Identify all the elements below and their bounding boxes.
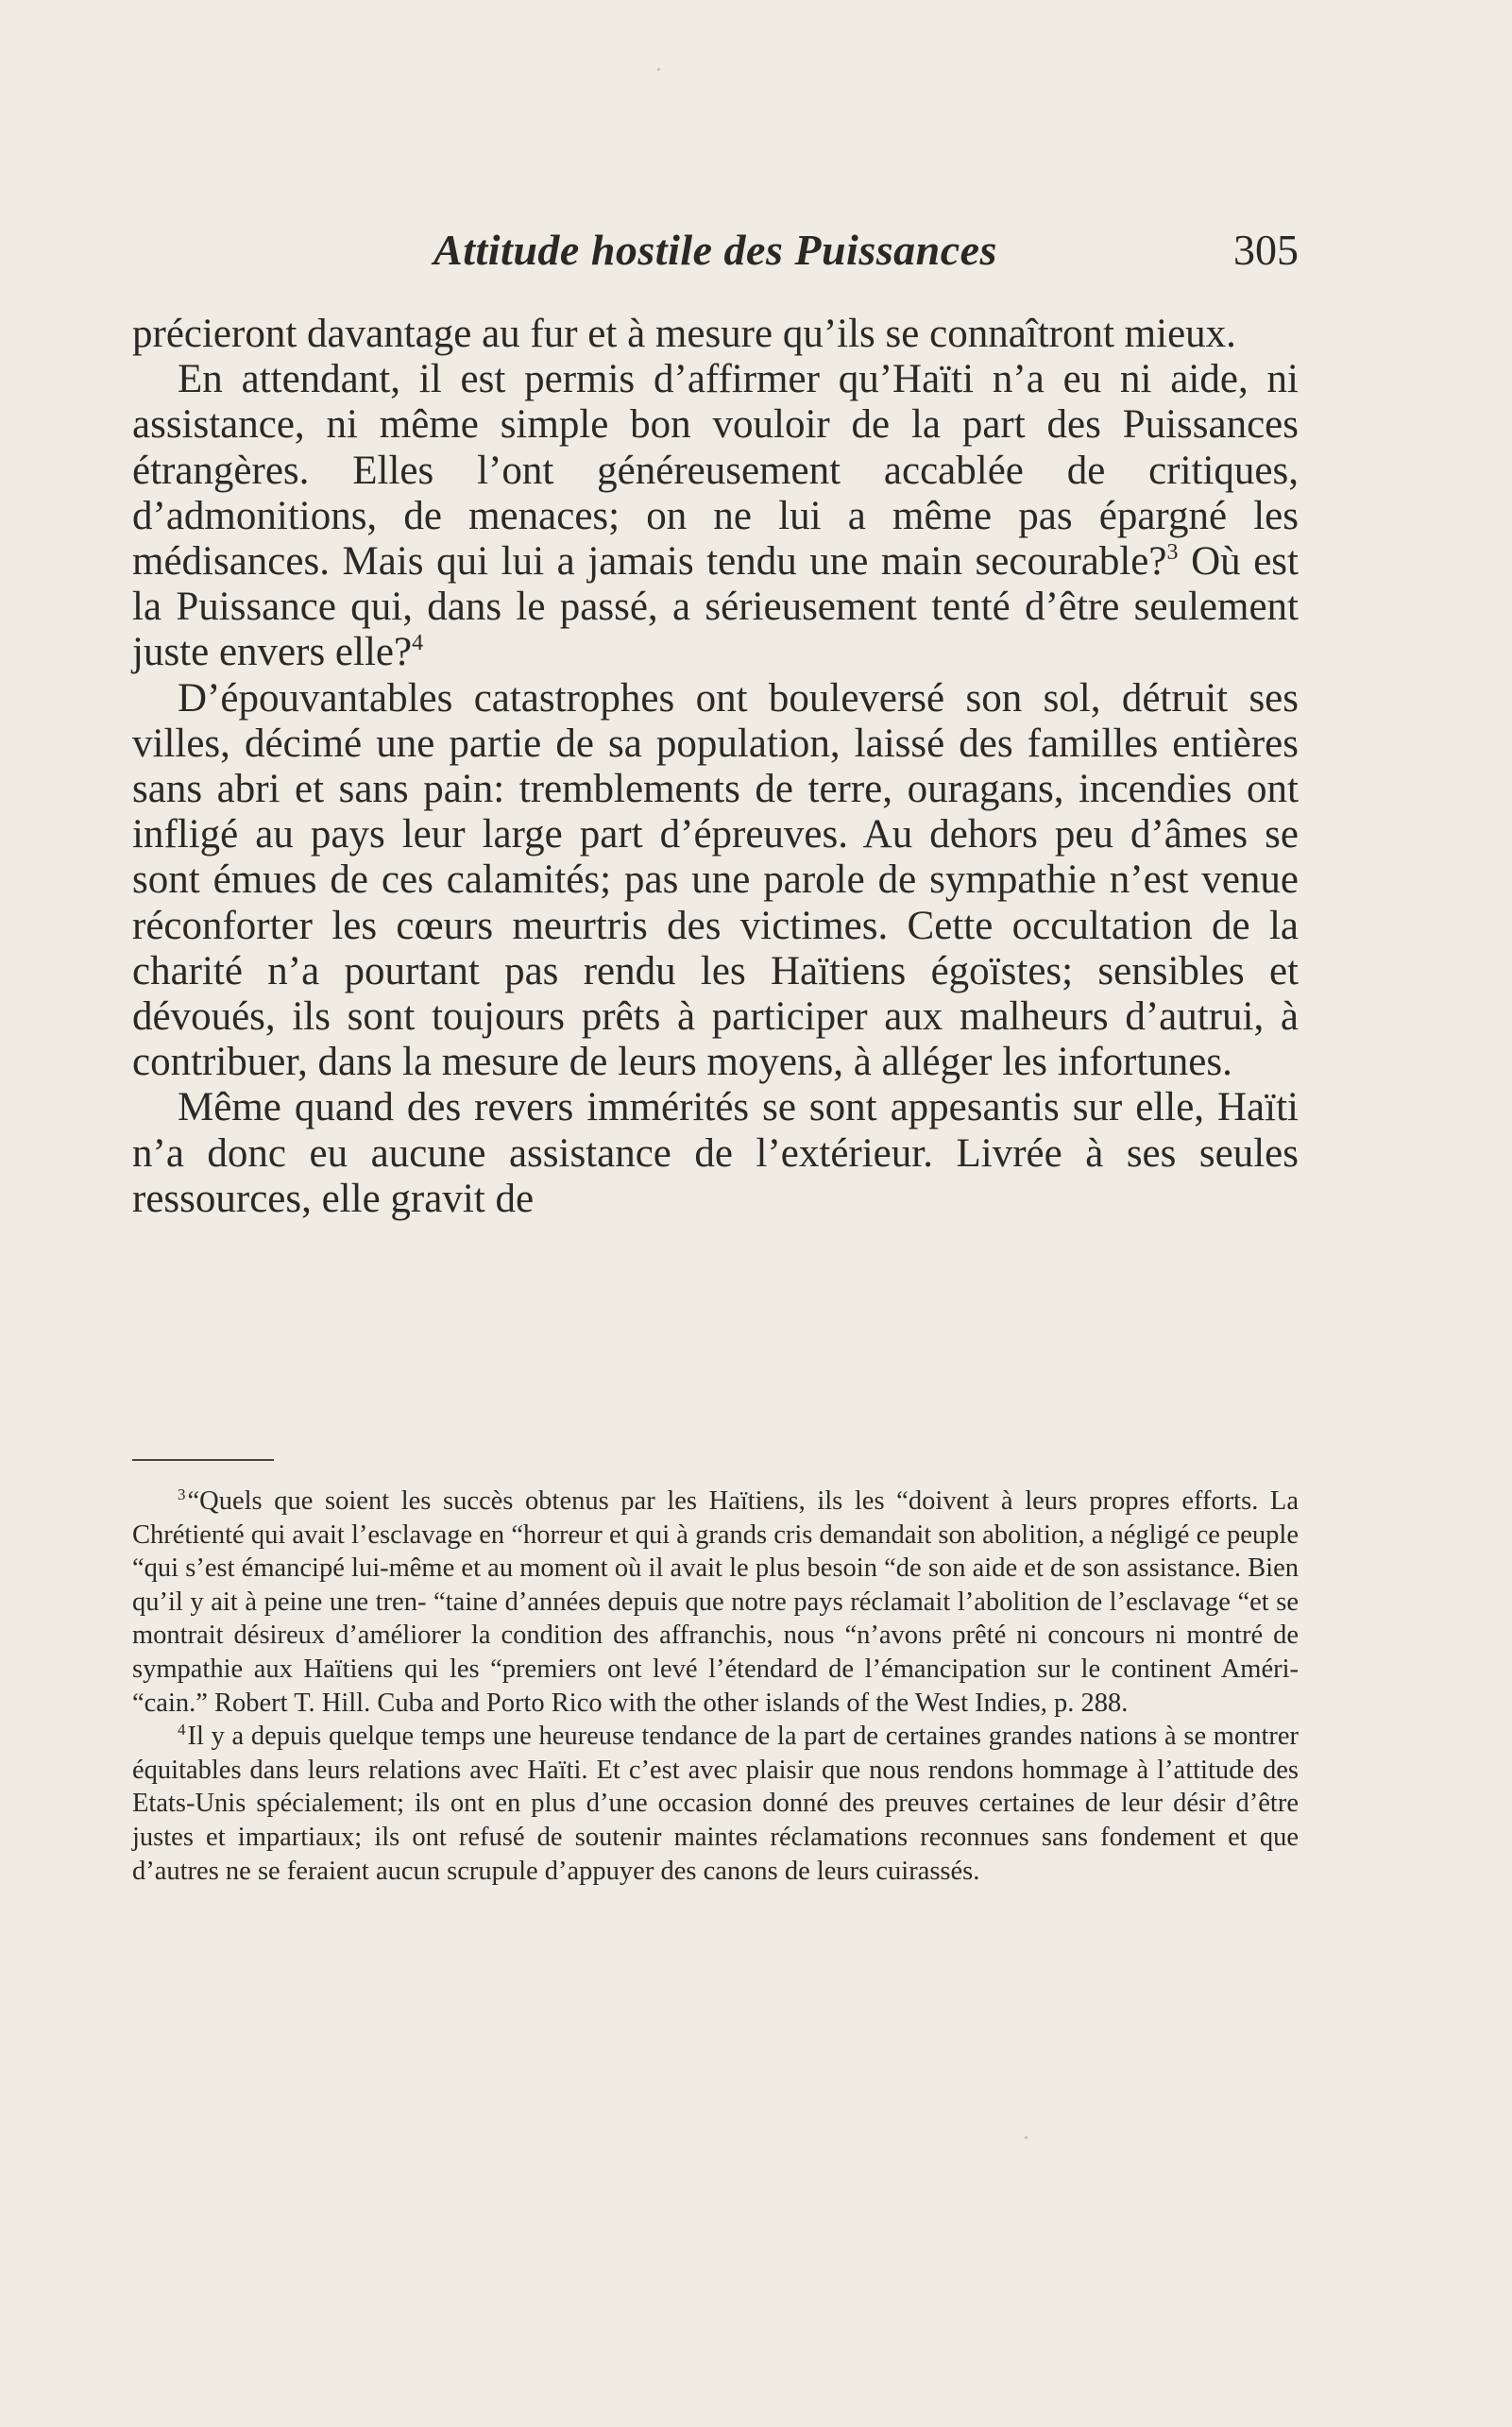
paragraph <box>132 312 1299 357</box>
paragraph <box>132 357 1299 675</box>
paragraph-text: Où est la Puissance qui, dans le passé, a sérieusement tenté d’être seulement juste envers elle? <box>132 539 1299 675</box>
footnote-3 <box>132 1485 1299 1720</box>
running-title: Attitude hostile des Puissances <box>433 226 997 274</box>
paper-speck <box>1025 2136 1028 2139</box>
paragraph-text: D’épouvantables catastrophes ont bouleversé son sol, détruit ses villes, décimé une partie de sa population, laissé des familles entières sans abri et sans pain: tremblements de terre, ouragans, incendies ont infligé au pays leur large part d’épreuves. Au dehors peu d’âmes se sont émues de ces calamités; pas une parole de sympathie n’est venue réconforter les cœurs meurtris des victimes. Cette occultation de la charité n’a pourtant pas rendu les Haïtiens égoïstes; sensibles et dévoués, ils sont toujours prêts à participer aux malheurs d’autrui, à contribuer, dans la mesure de leurs moyens, à alléger les infortunes. <box>132 675 1299 1085</box>
footnote-4 <box>132 1720 1299 1888</box>
paragraph <box>132 676 1299 1086</box>
page-number: 305 <box>1233 226 1299 274</box>
footnote-mark: 4 <box>178 1721 186 1740</box>
paragraph <box>132 1085 1299 1222</box>
footnote-ref-3[interactable]: 3 <box>1166 540 1179 566</box>
running-head <box>132 225 1299 281</box>
footnotes <box>132 1485 1299 1888</box>
footnote-divider <box>132 1459 274 1461</box>
paper-speck <box>657 68 660 71</box>
body-text <box>132 312 1299 1222</box>
paragraph-text: précieront davantage au fur et à mesure qu’ils se connaîtront mieux. <box>132 312 1236 356</box>
footnote-text: “Quels que soient les succès obtenus par les Haïtiens, ils les “doivent à leurs propres efforts. La Chrétienté qui avait l’esclavage en “horreur et qui à grands cris demandait son abolition, a négligé ce peuple “qui s’est émancipé lui-même et au moment où il avait le plus besoin “de son aide et de son assistance. Bien qu’il y ait à peine une tren- “taine d’années depuis que notre pays réclamait l’abolition de l’esclavage “et se montrait désireux d’améliorer la condition des affranchis, nous “n’avons prêté ni concours ni montré de sympathie aux Haïtiens qui les “premiers ont levé l’étendard de l’émancipation sur le continent Améri- “cain.” Robert T. Hill. Cuba and Porto Rico with the other islands of the West Indies, p. 288. <box>132 1486 1299 1718</box>
paragraph-text: En attendant, il est permis d’affirmer qu’Haïti n’a eu ni aide, ni assistance, ni même simple bon vouloir de la part des Puissances étrangères. Elles l’ont généreusement accablée de critiques, d’admonitions, de menaces; on ne lui a même pas épargné les médisances. Mais qui lui a jamais tendu une main secourable? <box>132 357 1299 585</box>
footnote-text: Il y a depuis quelque temps une heureuse tendance de la part de certaines grandes nations à se montrer équitables dans leurs relations avec Haïti. Et c’est avec plaisir que nous rendons hommage à l’attitude des Etats-Unis spécialement; ils ont en plus d’une occasion donné des preuves certaines de leur désir d’être justes et impartiaux; ils ont refusé de soutenir maintes réclamations reconnues sans fondement et que d’autres ne se feraient aucun scrupule d’appuyer des canons de leurs cuirassés. <box>132 1722 1299 1886</box>
footnote-ref-4[interactable]: 4 <box>412 631 424 656</box>
footnote-mark: 3 <box>178 1485 186 1503</box>
paragraph-text: Même quand des revers immérités se sont appesantis sur elle, Haïti n’a donc eu aucune assistance de l’extérieur. Livrée à ses seules ressources, elle gravit de <box>132 1085 1299 1221</box>
